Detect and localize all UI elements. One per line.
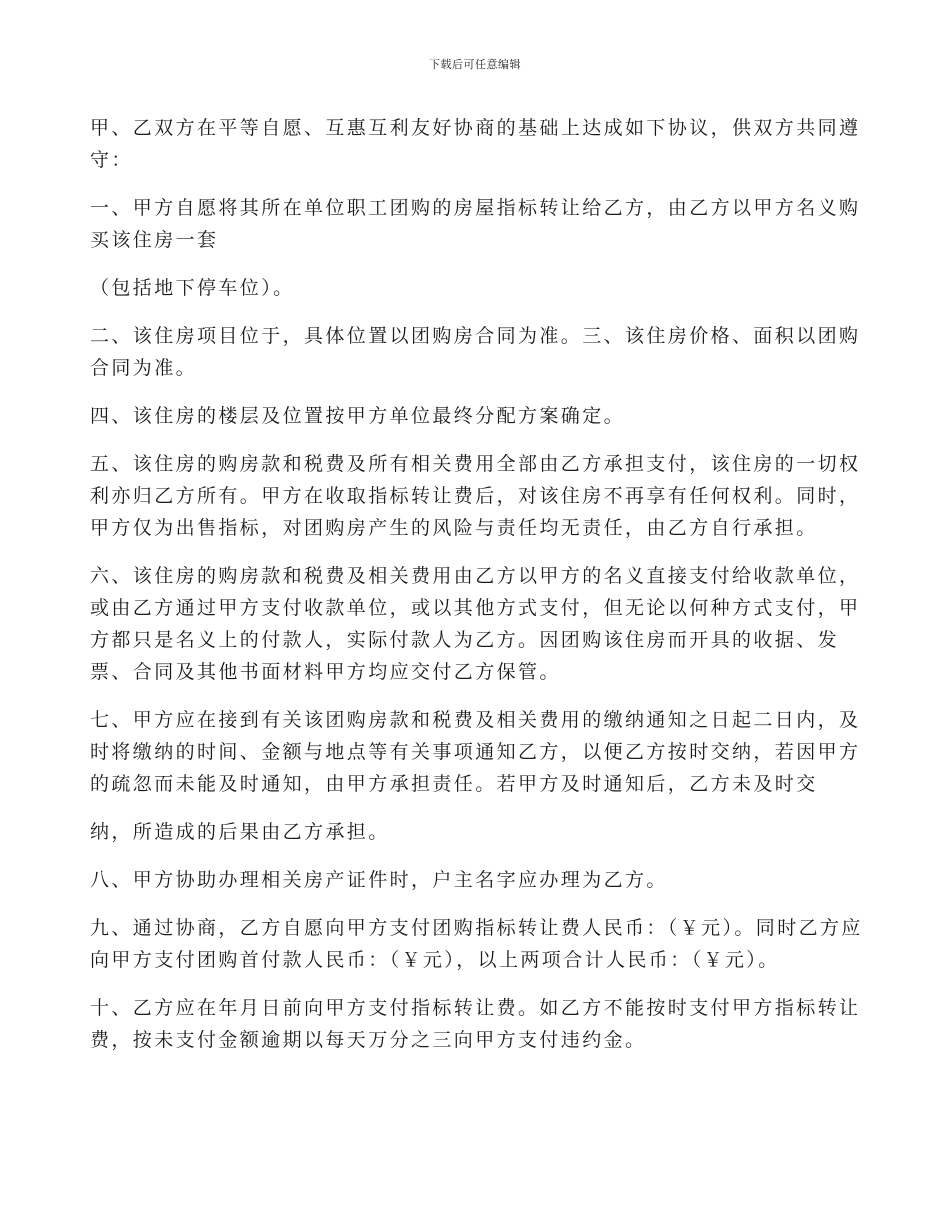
paragraph-clause-7: 七、甲方应在接到有关该团购房款和税费及相关费用的缴纳通知之日起二日内，及时将缴纳的时间、金额与地点等有关事项通知乙方，以便乙方按时交纳，若因甲方的疏忽而未能及时通知，由甲方承担责任。若甲方及时通知后，乙方未及时交 [90,709,861,795]
paragraph-clause-5: 五、该住房的购房款和税费及所有相关费用全部由乙方承担支付，该住房的一切权利亦归乙方所有。甲方在收取指标转让费后，对该住房不再享有任何权利。同时，甲方仅为出售指标，对团购房产生的风险与责任均无责任，由乙方自行承担。 [90,453,861,539]
page-header: 下载后可任意编辑 [429,58,521,71]
paragraph-clause-1: 一、甲方自愿将其所在单位职工团购的房屋指标转让给乙方，由乙方以甲方名义购买该住房一套 [90,197,861,251]
paragraph-clause-1-continued: （包括地下停车位）。 [90,277,295,299]
paragraph-preamble: 甲、乙双方在平等自愿、互惠互利友好协商的基础上达成如下协议，供双方共同遵守： [90,117,861,171]
document-body [90,112,870,1072]
paragraph-clause-6: 六、该住房的购房款和税费及相关费用由乙方以甲方的名义直接支付给收款单位，或由乙方通过甲方支付收款单位，或以其他方式支付，但无论以何种方式支付，甲方都只是名义上的付款人，实际付款人为乙方。因团购该住房而开具的收据、发票、合同及其他书面材料甲方均应交付乙方保管。 [90,565,861,683]
paragraph-clause-7-continued: 纳，所造成的后果由乙方承担。 [90,821,390,843]
paragraph-clause-2-3: 二、该住房项目位于，具体位置以团购房合同为准。三、该住房价格、面积以团购合同为准。 [90,325,861,379]
paragraph-clause-10: 十、乙方应在年月日前向甲方支付指标转让费。如乙方不能按时支付甲方指标转让费，按未支付金额逾期以每天万分之三向甲方支付违约金。 [90,997,861,1051]
paragraph-clause-9: 九、通过协商，乙方自愿向甲方支付团购指标转让费人民币：（￥元）。同时乙方应向甲方支付团购首付款人民币：（￥元），以上两项合计人民币：（￥元）。 [90,917,863,971]
paragraph-clause-4: 四、该住房的楼层及位置按甲方单位最终分配方案确定。 [90,405,626,427]
paragraph-clause-8: 八、甲方协助办理相关房产证件时，户主名字应办理为乙方。 [90,869,668,891]
